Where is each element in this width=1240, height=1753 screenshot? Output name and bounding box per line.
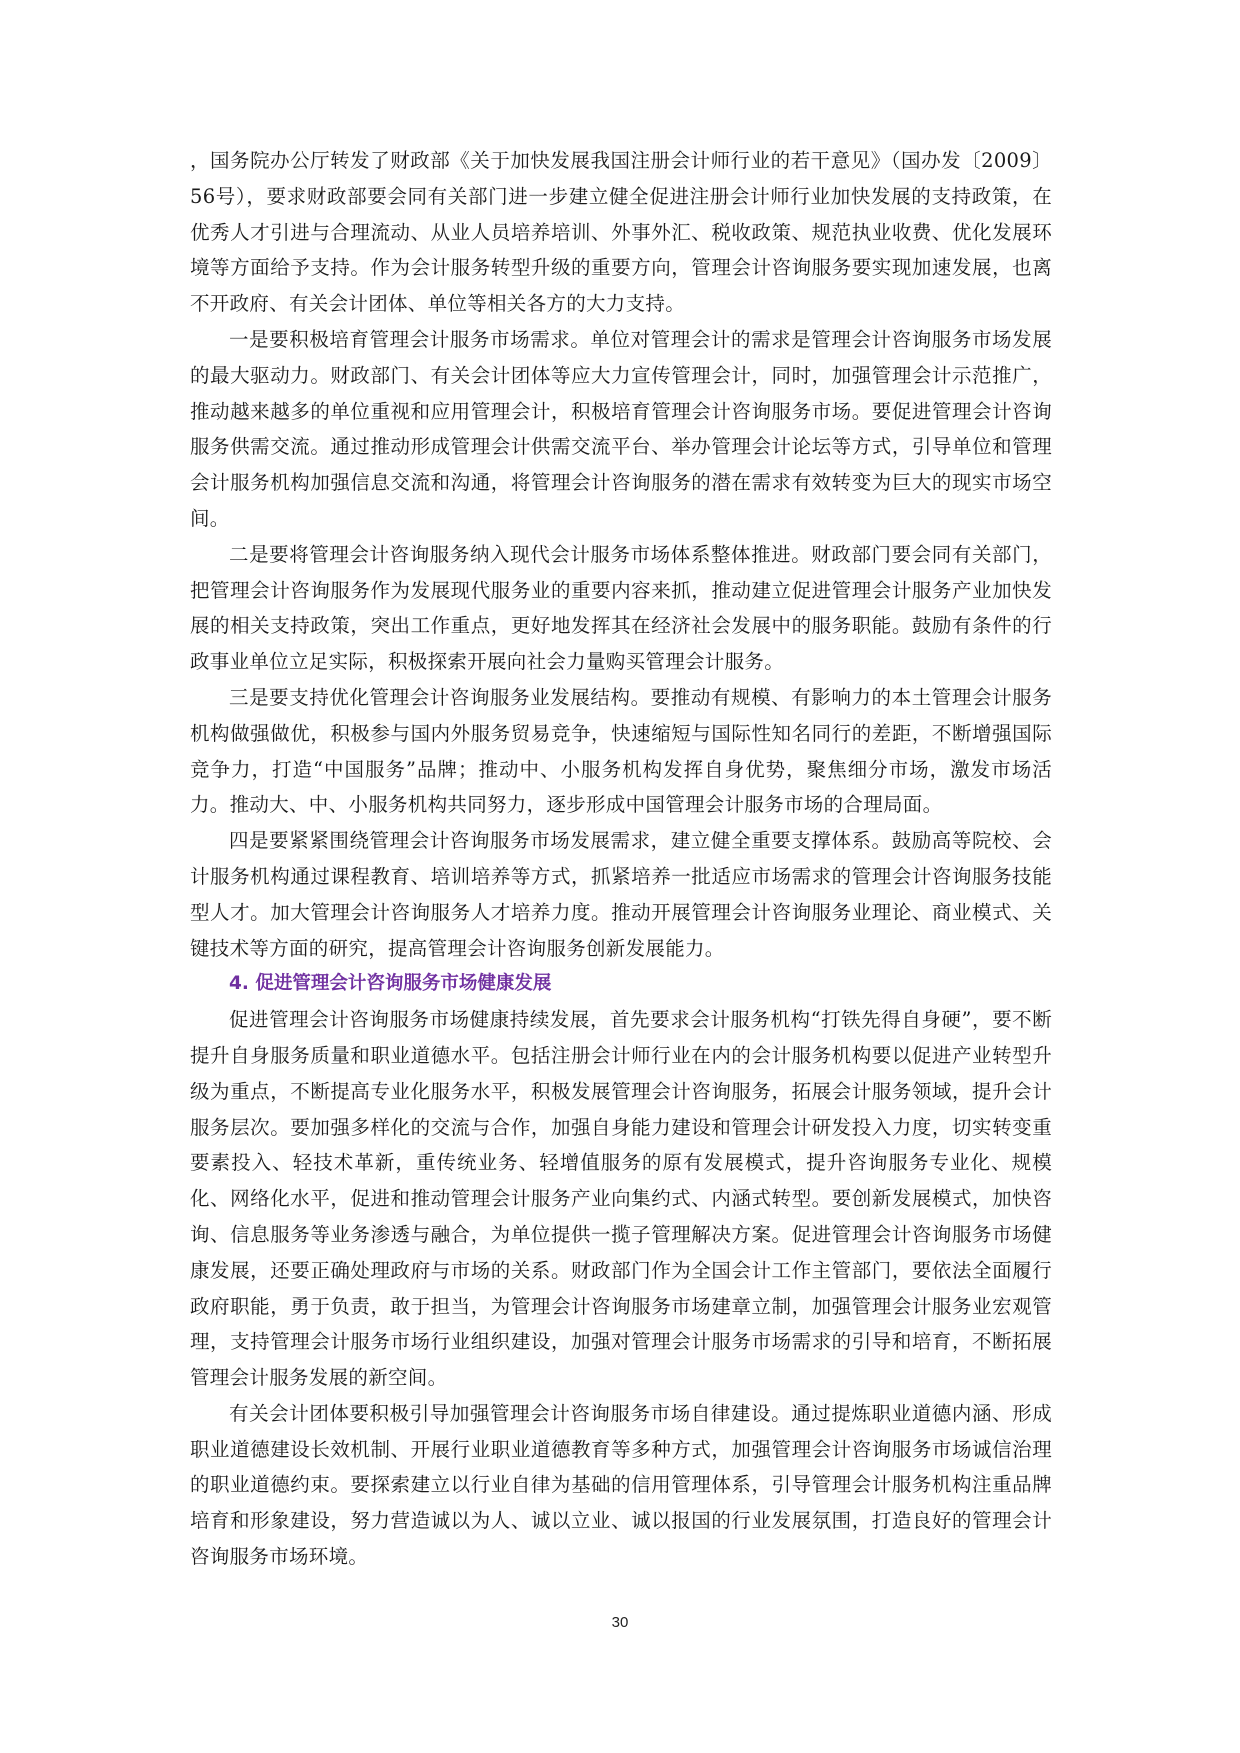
page-number: 30 <box>611 1614 629 1631</box>
paragraph-self-regulation: 有关会计团体要积极引导加强管理会计咨询服务市场自律建设。通过提炼职业道德内涵、形成职业道德建设长效机制、开展行业职业道德教育等多种方式，加强管理会计咨询服务市场诚信治理的职业道德约束。要探索建立以行业自律为基础的信用管理体系，引导管理会计服务机构注重品牌培育和形象建设，努力营造诚以为人、诚以立业、诚以报国的行业发展氛围，打造良好的管理会计咨询服务市场环境。 <box>190 1401 1052 1569</box>
paragraph-service-system: 二是要将管理会计咨询服务纳入现代会计服务市场体系整体推进。财政部门要会同有关部门，把管理会计咨询服务作为发展现代服务业的重要内容来抓，推动建立促进管理会计服务产业加快发展的相关支持政策，突出工作重点，更好地发挥其在经济社会发展中的服务职能。鼓励有条件的行政事业单位立足实际，积极探索开展向社会力量购买管理会计服务。 <box>190 542 1052 674</box>
section-heading: 4. 促进管理会计咨询服务市场健康发展 <box>229 973 552 995</box>
document-body <box>190 143 1052 1575</box>
paragraph-healthy-development: 促进管理会计咨询服务市场健康持续发展，首先要求会计服务机构“打铁先得自身硬”，要不断提升自身服务质量和职业道德水平。包括注册会计师行业在内的会计服务机构要以促进产业转型升级为重点，不断提高专业化服务水平，积极发展管理会计咨询服务，拓展会计服务领域，提升会计服务层次。要加强多样化的交流与合作，加强自身能力建设和管理会计研发投入力度，切实转变重要素投入、轻技术革新，重传统业务、轻增值服务的原有发展模式，提升咨询服务专业化、规模化、网络化水平，促进和推动管理会计服务产业向集约式、内涵式转型。要创新发展模式，加快咨询、信息服务等业务渗透与融合，为单位提供一揽子管理解决方案。促进管理会计咨询服务市场健康发展，还要正确处理政府与市场的关系。财政部门作为全国会计工作主管部门，要依法全面履行政府职能，勇于负责，敢于担当，为管理会计咨询服务市场建章立制，加强管理会计服务业宏观管理，支持管理会计服务市场行业组织建设，加强对管理会计服务市场需求的引导和培育，不断拓展管理会计服务发展的新空间。 <box>190 1008 1052 1390</box>
paragraph-continuation: ，国务院办公厅转发了财政部《关于加快发展我国注册会计师行业的若干意见》（国办发〔2009〕56号），要求财政部要会同有关部门进一步建立健全促进注册会计师行业加快发展的支持政策，在优秀人才引进与合理流动、从业人员培养培训、外事外汇、税收政策、规范执业收费、优化发展环境等方面给予支持。作为会计服务转型升级的重要方向，管理会计咨询服务要实现加速发展，也离不开政府、有关会计团体、单位等相关各方的大力支持。 <box>190 149 1052 316</box>
paragraph-support-system: 四是要紧紧围绕管理会计咨询服务市场发展需求，建立健全重要支撑体系。鼓励高等院校、会计服务机构通过课程教育、培训培养等方式，抓紧培养一批适应市场需求的管理会计咨询服务技能型人才。加大管理会计咨询服务人才培养力度。推动开展管理会计咨询服务业理论、商业模式、关键技术等方面的研究，提高管理会计咨询服务创新发展能力。 <box>190 829 1052 960</box>
paragraph-market-demand: 一是要积极培育管理会计服务市场需求。单位对管理会计的需求是管理会计咨询服务市场发展的最大驱动力。财政部门、有关会计团体等应大力宣传管理会计，同时，加强管理会计示范推广，推动越来越多的单位重视和应用管理会计，积极培育管理会计咨询服务市场。要促进管理会计咨询服务供需交流。通过推动形成管理会计供需交流平台、举办管理会计论坛等方式，引导单位和管理会计服务机构加强信息交流和沟通，将管理会计咨询服务的潜在需求有效转变为巨大的现实市场空间。 <box>190 327 1052 530</box>
paragraph-industry-structure: 三是要支持优化管理会计咨询服务业发展结构。要推动有规模、有影响力的本土管理会计服务机构做强做优，积极参与国内外服务贸易竞争，快速缩短与国际性知名同行的差距，不断增强国际竞争力，打造“中国服务”品牌；推动中、小服务机构发挥自身优势，聚焦细分市场，激发市场活力。推动大、中、小服务机构共同努力，逐步形成中国管理会计服务市场的合理局面。 <box>190 685 1052 817</box>
